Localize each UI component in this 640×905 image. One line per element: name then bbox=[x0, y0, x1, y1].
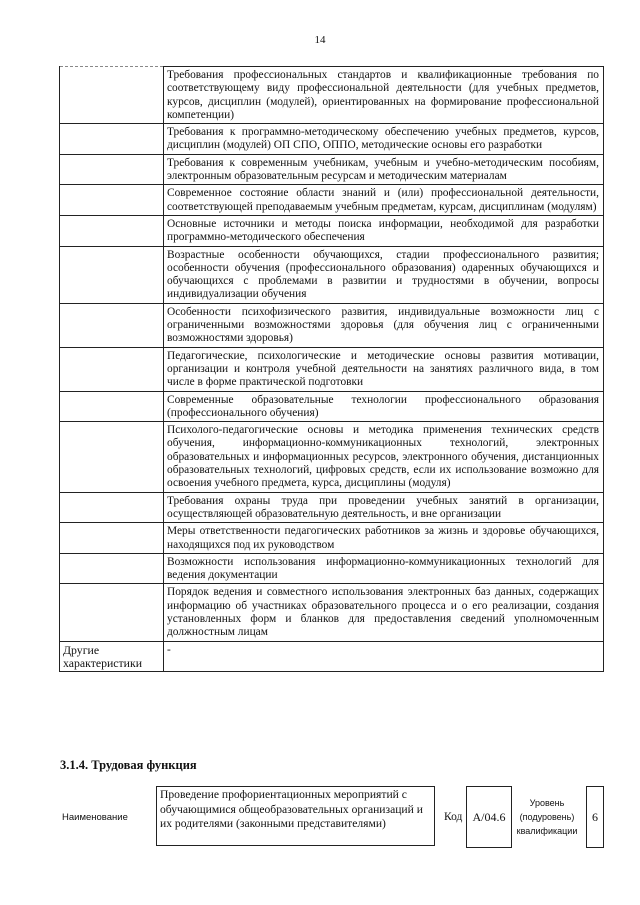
left-cell bbox=[60, 523, 164, 554]
table-row bbox=[60, 584, 604, 641]
requirement-cell: Особенности психофизического развития, индивидуальные возможности лиц с ограниченными возможностями здоровья (для обучения лиц с ограниченными возможностями здоровья) bbox=[164, 303, 604, 347]
requirement-cell: Меры ответственности педагогических работников за жизнь и здоровье обучающихся, находящихся под их руководством bbox=[164, 523, 604, 554]
table-row bbox=[60, 124, 604, 155]
table-row bbox=[60, 391, 604, 422]
table-row bbox=[60, 215, 604, 246]
other-characteristics-label: Другие характеристики bbox=[60, 641, 164, 671]
left-cell bbox=[60, 303, 164, 347]
table-row bbox=[60, 246, 604, 303]
left-cell bbox=[60, 347, 164, 391]
labor-function-name: Проведение профориентационных мероприятий с обучающимися общеобразовательных организаций и их родителями (законными представителями) bbox=[156, 786, 435, 846]
left-cell bbox=[60, 124, 164, 155]
left-cell bbox=[60, 584, 164, 641]
requirement-cell: Современное состояние области знаний и (или) профессиональной деятельности, соответствующей преподаваемым учебным предметам, курсам, дисциплинам (модулям) bbox=[164, 185, 604, 216]
requirement-cell: Требования охраны труда при проведении учебных занятий в организации, осуществляющей образовательную деятельность, и вне организации bbox=[164, 492, 604, 523]
requirement-cell: Требования к программно-методическому обеспечению учебных предметов, курсов, дисциплин (модулей) ОП СПО, ОППО, методические основы его разработки bbox=[164, 124, 604, 155]
left-cell bbox=[60, 492, 164, 523]
left-cell bbox=[60, 154, 164, 185]
left-cell bbox=[60, 67, 164, 124]
table-row bbox=[60, 347, 604, 391]
left-cell bbox=[60, 553, 164, 584]
section-heading: 3.1.4. Трудовая функция bbox=[60, 758, 197, 772]
code-label: Код bbox=[444, 811, 463, 823]
table-row bbox=[60, 523, 604, 554]
table-row bbox=[60, 154, 604, 185]
left-cell bbox=[60, 246, 164, 303]
table-row bbox=[60, 67, 604, 124]
table-row bbox=[60, 303, 604, 347]
table-row bbox=[60, 422, 604, 492]
requirement-cell: Современные образовательные технологии профессионального образования (профессионального обучения) bbox=[164, 391, 604, 422]
requirement-cell: Требования к современным учебникам, учебным и учебно-методическим пособиям, электронным образовательным ресурсам и методическим материалам bbox=[164, 154, 604, 185]
code-value: А/04.6 bbox=[466, 786, 512, 848]
other-characteristics-value: - bbox=[164, 641, 604, 671]
table-row bbox=[60, 553, 604, 584]
other-characteristics-row bbox=[60, 641, 604, 671]
knowledge-requirements-table bbox=[59, 66, 604, 672]
page-number: 14 bbox=[314, 34, 326, 46]
left-cell bbox=[60, 422, 164, 492]
requirement-cell: Основные источники и методы поиска информации, необходимой для разработки программно-методического обеспечения bbox=[164, 215, 604, 246]
requirement-cell: Педагогические, психологические и методические основы развития мотивации, организации и контроля учебной деятельности на занятиях различного вида, в том числе в форме практической подготовки bbox=[164, 347, 604, 391]
requirement-cell: Психолого-педагогические основы и методика применения технических средств обучения, информационно-коммуникационных технологий, электронных образовательных и информационных ресурсов, электронного обучения, дистанционных образовательных технологий, цифровых средств, если их использование возможно для освоения учебного предмета, курса, дисциплины (модуля) bbox=[164, 422, 604, 492]
left-cell bbox=[60, 391, 164, 422]
left-cell bbox=[60, 215, 164, 246]
table-row bbox=[60, 492, 604, 523]
table-row bbox=[60, 185, 604, 216]
left-cell bbox=[60, 185, 164, 216]
qualification-level-label: Уровень (подуровень) квалификации bbox=[516, 798, 578, 836]
requirement-cell: Требования профессиональных стандартов и квалификационные требования по соответствующему виду профессиональной деятельности (для учебных предметов, курсов, дисциплин (модулей), ориентированных на формирование профессиональной компетенции) bbox=[164, 67, 604, 124]
requirement-cell: Возрастные особенности обучающихся, стадии профессионального развития; особенности обучения (профессионального образования) одаренных обучающихся и обучающихся с проблемами в развитии и трудностями в обучении, вопросы индивидуализации обучения bbox=[164, 246, 604, 303]
name-label: Наименование bbox=[62, 812, 128, 823]
qualification-level-value: 6 bbox=[586, 786, 604, 848]
requirement-cell: Возможности использования информационно-коммуникационных технологий для ведения документации bbox=[164, 553, 604, 584]
requirement-cell: Порядок ведения и совместного использования электронных баз данных, содержащих информацию об участниках образовательного процесса и о его реализации, создания установленных форм и бланков для предоставления сведений уполномоченным должностным лицам bbox=[164, 584, 604, 641]
